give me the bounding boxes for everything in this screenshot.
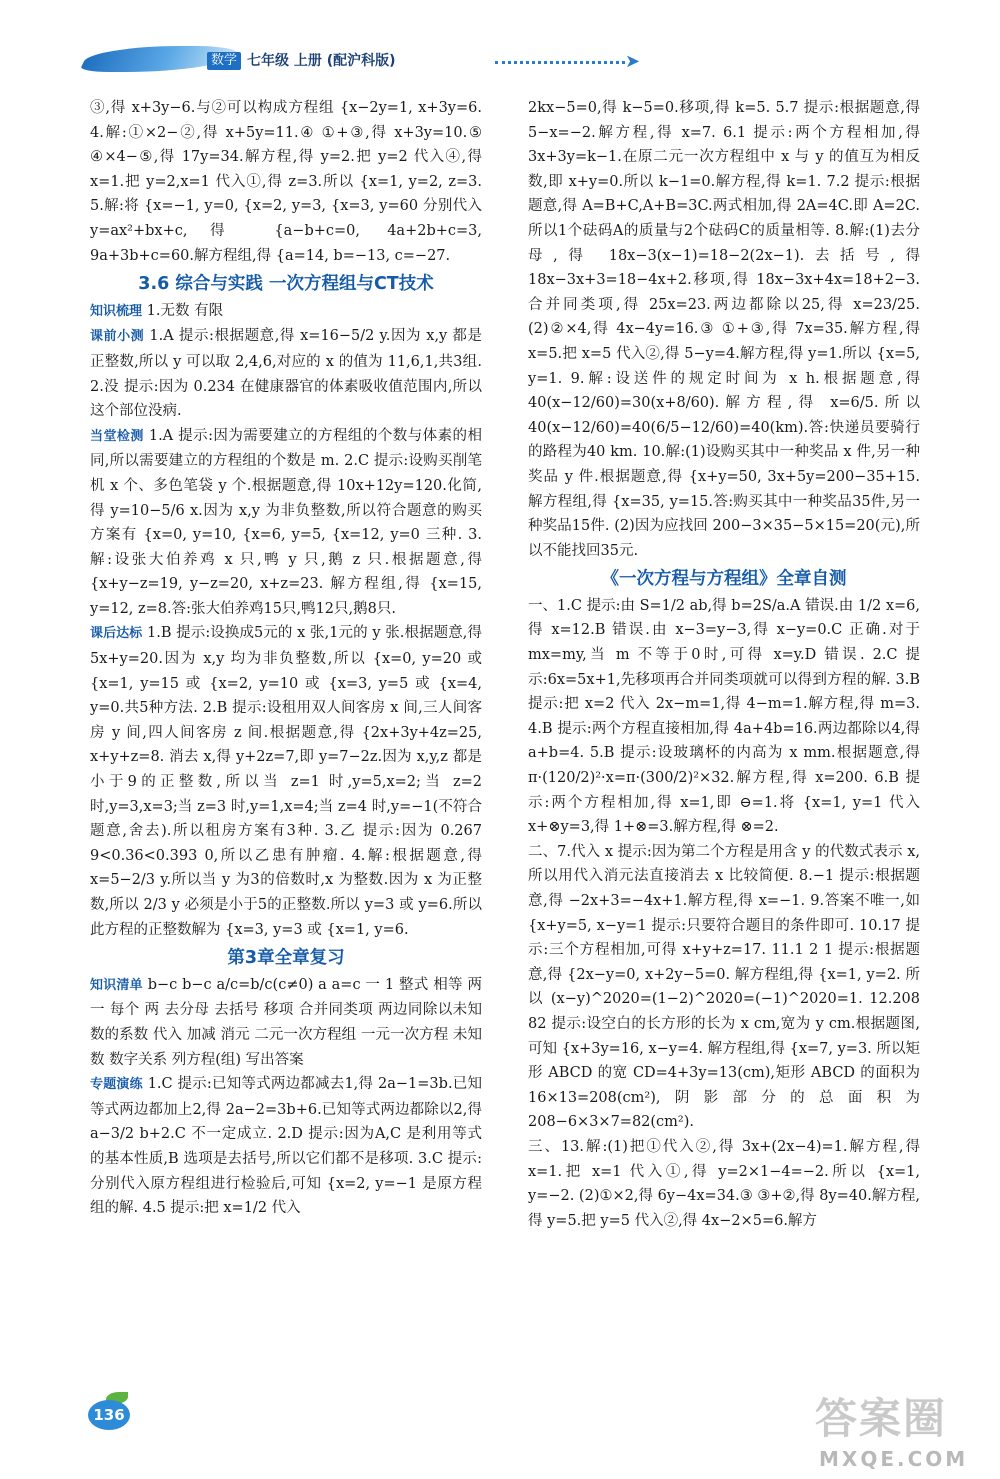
paragraph: 2kx−5=0,得 k−5=0.移项,得 k=5. 5.7 提示:根据题意,得 5−x=−2.解方程,得 x=7. 6.1 提示:两个方程相加,得 3x+3y=k−1.在原二元一次方程组中 x 与 y 的值互为相反数,即 x+y=0.所以 k−1=0.解方程,得 k=1. 7.2 提示:根据题意,得 A=B+C,A+B=3C.两式相加,得 2A=4C.即 A=2C.所以1个砝码A的质量与2个砝码C的质量相等. 8.解:(1)去分母,得 18x−3(x−1)=18−2(2x−1).去括号,得 18x−3x+3=18−4x+2.移项,得 18x−3x+4x=18+2−3.合并同类项,得 25x=23.两边都除以25,得 x=23/25. (2)②×4,得 4x−4y=16.③ ①+③,得 7x=35.解方程,得 x=5.把 x=5 代入②,得 5−y=4.解方程,得 y=1.所以 {x=5, y=1. 9.解:设送件的规定时间为 x h.根据题意,得 40(x−12/60)=30(x+8/60).解方程,得 x=6/5.所以 40(x−12/60)=40(6/5−12/60)=40(km).答:快递员要骑行的路程为40 km. 10.解:(1)设购买其中一种奖品 x 件,另一种奖品 y 件.根据题意,得 {x+y=50, 3x+5y=200−35+15. 解方程组,得 {x=35, y=15.答:购买其中一种奖品35件,另一种奖品15件. (2)因为应找回 200−3×35−5×15=20(元),所以不能找回35元.: [528, 100, 920, 559]
paragraph-text: b−c b−c a/c=b/c(c≠0) a a=c 一 1 整式 相等 两 一 每个 两 去分母 去括号 移项 合并同类项 两边同除以未知数的系数 代入 加减 消元 二元一次方程组 一元一次方程 未知数 数字关系 列方程(组) 写出答案: [90, 976, 482, 1068]
running-header: [85, 40, 645, 80]
section-tag: 课后达标: [90, 626, 143, 642]
section-title: 第3章全章复习: [227, 948, 345, 969]
paragraph: 二、7.代入 x 提示:因为第二个方程是用含 y 的代数式表示 x,所以用代入消元法直接消去 x 比较简便. 8.−1 提示:根据题意,得 −2x+3=−4x+1.解方程,得 x=−1. 9.答案不唯一,如 {x+y=5, x−y=1 提示:只要符合题目的条件即可. 10.17 提示:三个方程相加,可得 x+y+z=17. 11.1 2 1 提示:根据题意,得 {2x−y=0, x+2y−5=0. 解方程组,得 {x=1, y=2. 所以 (x−y)^2020=(1−2)^2020=(−1)^2020=1. 12.208 82 提示:设空白的长方形的长为 x cm,宽为 y cm.根据题图,可知 {x+3y=16, x−y=4. 解方程组,得 {x=7, y=3. 所以矩形 ABCD 的宽 CD=4+3y=13(cm),矩形 ABCD 的面积为 16×13=208(cm²),阴影部分的总面积为 208−6×3×7=82(cm²).: [528, 843, 920, 1131]
section-title: 《一次方程与方程组》全章自测: [601, 569, 847, 590]
section-tag: 知识清单: [90, 977, 143, 993]
left-column: [90, 96, 482, 1221]
paragraph: [90, 1072, 482, 1221]
paragraph: 一、1.C 提示:由 S=1/2 ab,得 b=2S/a.A 错误.由 1/2 x=6,得 x=12.B 错误.由 x−3=y−3,得 x−y=0.C 正确.对于 mx=my,当 m 不等于0时,可得 x=y.D 错误. 2.C 提示:6x=5x+1,先移项再合并同类项就可以得到方程的解. 3.B 提示:把 x=2 代入 2x−m=1,得 4−m=1.解方程,得 m=3. 4.B 提示:两个方程直接相加,得 4a+4b=16.两边都除以4,得 a+b=4. 5.B 提示:设玻璃杯的内高为 x mm.根据题意,得 π·(120/2)²·x=π·(300/2)²×32.解方程,得 x=200. 6.B 提示:两个方程相加,得 x=1,即 ⊖=1.将 {x=1, y=1 代入 x+⊗y=3,得 1+⊗=3.解方程,得 ⊗=2.: [528, 597, 920, 836]
paragraph-text: 1.A 提示:因为需要建立的方程组的个数与体素的相同,所以需要建立的方程组的个数是 m. 2.C 提示:设购买削笔机 x 个、多色笔袋 y 个.根据题意,得 10x+12y=120.化简,得 y=10−5/6 x.因为 x,y 为非负整数,所以符合题意的购买方案有 {x=0, y=10, {x=6, y=5, {x=12, y=0 三种. 3.解:设张大伯养鸡 x 只,鸭 y 只,鹅 z 只.根据题意,得 {x+y−z=19, y−z=20, x+z=23. 解方程组,得 {x=15, y=12, z=8.答:张大伯养鸡15只,鸭12只,鹅8只.: [90, 427, 482, 617]
paragraph: [90, 973, 482, 1072]
watermark: [815, 1395, 990, 1475]
right-column: [528, 96, 920, 1233]
paragraph: [90, 621, 482, 942]
subject-badge: 数学: [207, 52, 241, 70]
paragraph: [90, 324, 482, 423]
paragraph-text: 1.无数 有限: [146, 302, 224, 319]
paragraph-text: 1.A 提示:根据题意,得 x=16−5/2 y.因为 x,y 都是正整数,所以 y 可以取 2,4,6,对应的 x 的值为 11,6,1,共3组. 2.没 提示:因为 0.234 在健康器官的体素吸收值范围内,所以这个部位没病.: [90, 328, 482, 420]
section-title: 3.6 综合与实践 一次方程组与CT技术: [138, 274, 434, 295]
paragraph-text: 1.C 提示:已知等式两边都减去1,得 2a−1=3b.已知等式两边都加上2,得 2a−2=3b+6.已知等式两边都除以2,得 a−3/2 b+2.C 不一定成立. 2.D 提示:因为A,C 是利用等式的基本性质,B 选项是去括号,所以它们都不是移项. 3.C 提示:分别代入原方程组进行检验后,可知 {x=2, y=−1 是原方程组的解. 4.5 提示:把 x=1/2 代入: [90, 1076, 482, 1217]
watermark-logo-text: 答案圈: [815, 1394, 948, 1443]
header-dotted-line: [495, 61, 625, 64]
section-tag: 知识梳理: [90, 303, 143, 319]
paragraph: [90, 424, 482, 622]
paragraph-text: 1.B 提示:设换成5元的 x 张,1元的 y 张.根据题意,得 5x+y=20.因为 x,y 均为非负整数,所以 {x=0, y=20 或 {x=1, y=15 或 {x=2, y=10 或 {x=3, y=5 或 {x=4, y=0.共5种方法. 2.B 提示:设租用双人间客房 x 间,三人间客房 y 间,四人间客房 z 间.根据题意,得 {2x+3y+4z=25, x+y+z=8. 消去 x,得 y+2z=7,即 y=7−2z.因为 x,y,z 都是小于9的正整数,所以当 z=1 时,y=5,x=2;当 z=2 时,y=3,x=3;当 z=3 时,y=1,x=4;当 z=4 时,y=−1(不符合题意,舍去).所以租房方案有3种. 3.乙 提示:因为 0.267 9<0.36<0.393 0,所以乙患有肿瘤. 4.解:根据题意,得 x=5−2/3 y.所以当 y 为3的倍数时,x 为整数.因为 x 为正整数,所以 2/3 y 必须是小于5的正整数.所以 y=3 或 y=6.所以此方程的正整数解为 {x=3, y=3 或 {x=1, y=6.: [90, 625, 482, 938]
arrow-right-icon: ➤: [625, 51, 641, 72]
section-tag: 当堂检测: [90, 428, 144, 444]
section-tag: 课前小测: [90, 329, 145, 345]
page-number-badge: [86, 1392, 138, 1432]
paragraph: 三、13.解:(1)把①代入②,得 3x+(2x−4)=1.解方程,得 x=1.把 x=1 代入①,得 y=2×1−4=−2.所以 {x=1, y=−2. (2)①×2,得 6y−4x=34.③ ③+②,得 8y=40.解方程,得 y=5.把 y=5 代入②,得 4x−2×5=6.解方: [528, 1138, 920, 1229]
watermark-url: MXQE.COM: [819, 1447, 969, 1471]
section-tag: 专题演练: [90, 1077, 143, 1093]
page-number: 136: [88, 1400, 130, 1430]
grade-label: 七年级 上册 (配沪科版): [247, 53, 396, 69]
paragraph: [90, 299, 482, 325]
paragraph: ③,得 x+3y−6.与②可以构成方程组 {x−2y=1, x+3y=6. 4.解:①×2−②,得 x+5y=11.④ ①+③,得 x+3y=10.⑤ ④×4−⑤,得 17y=34.解方程,得 y=2.把 y=2 代入④,得 x=1.把 y=2,x=1 代入①,得 z=3.所以 {x=1, y=2, z=3. 5.解:将 {x=−1, y=0, {x=2, y=3, {x=3, y=60 分别代入 y=ax²+bx+c,得 {a−b+c=0, 4a+2b+c=3, 9a+3b+c=60.解方程组,得 {a=14, b=−13, c=−27.: [90, 100, 482, 264]
